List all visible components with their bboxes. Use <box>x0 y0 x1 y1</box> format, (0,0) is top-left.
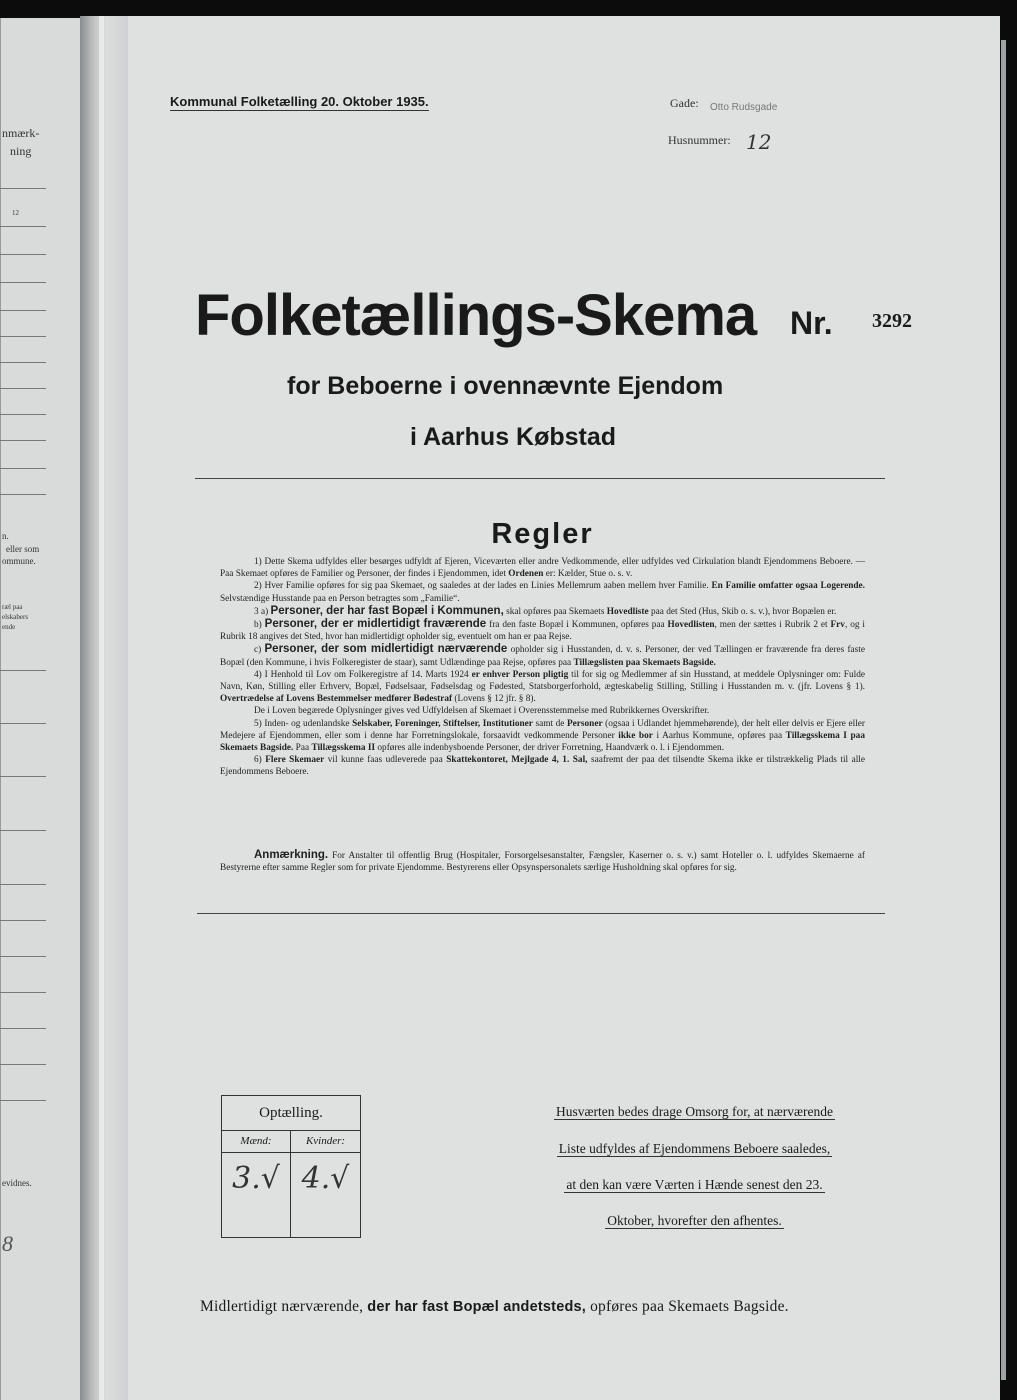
rule-6: 6) Flere Skemaer vil kunne faas udleverede paa Skattekontoret, Mejlgade 4, 1. Sal, saafremt der paa det tilsendte Skema ikke er tilstrækkelig Plads til alle Ejendommens Beboere. <box>220 755 865 778</box>
margin-rule <box>0 414 46 415</box>
street-value: Otto Rudsgade <box>710 102 778 113</box>
margin-rule <box>0 1100 46 1101</box>
margin-rule <box>0 388 46 389</box>
margin-text: eller som <box>6 544 40 554</box>
margin-rule <box>0 362 46 363</box>
census-header-title: Kommunal Folketælling 20. Oktober 1935. <box>170 94 429 109</box>
rule-2: 2) Hver Familie opføres for sig paa Skemaet, og saaledes at der lades en Linies Mellemrum aaben mellem hver Familie. En Familie omfatter ogsaa Logerende. Selvstændige Husstande paa en Person betragtes som „Familie“. <box>220 581 865 604</box>
margin-text: 12 <box>12 209 19 217</box>
instruction-line-2: Liste udfyldes af Ejendommens Beboere saaledes, <box>558 1141 831 1156</box>
remark-text: Anmærkning. For Anstalter til offentlig Brug (Hospitaler, Forsorgelsesanstalter, Fængsler, Kaserner o. s. v.) samt Hoteller o. l. udfyldes Skemaerne af Bestyrerne efter samme Regler som for private Ejendomme. Bestyrerens eller Opsynspersonalets særlige Husholdning skal opføres for sig. <box>220 849 865 874</box>
rules-heading: Regler <box>491 518 594 550</box>
count-box-title: Optælling. <box>222 1096 360 1131</box>
women-label: Kvinder: <box>291 1130 360 1153</box>
margin-text: elskabers <box>2 613 29 621</box>
rule-3b: b) Personer, der er midlertidigt fraværende fra den faste Bopæl i Kommunen, opføres paa Hovedlisten, men der sættes i Rubrik 2 et Frv, og i Rubrik 18 angives det Sted, hvor han midlertidigt opholder sig, eventuelt om han er paa Rejse. <box>220 618 865 643</box>
house-number-value: 12 <box>746 130 772 154</box>
margin-text: ræl paa <box>2 603 23 611</box>
men-column <box>222 1130 291 1237</box>
gutter-highlight <box>99 16 104 1400</box>
margin-rule <box>0 310 46 311</box>
remark-divider <box>197 913 885 914</box>
margin-text: ende <box>2 623 16 631</box>
men-label: Mænd: <box>222 1130 290 1153</box>
margin-text: ommune. <box>2 556 36 566</box>
right-page-edge <box>1000 0 1017 1400</box>
rules-text <box>220 556 865 779</box>
margin-rule <box>0 336 46 337</box>
margin-rule <box>0 992 46 993</box>
margin-rule <box>0 884 46 885</box>
margin-rule <box>0 920 46 921</box>
form-location: i Aarhus Købstad <box>410 423 617 451</box>
title-divider <box>195 478 885 479</box>
street-label: Gade: <box>670 96 699 110</box>
margin-rule <box>0 830 46 831</box>
form-subtitle: for Beboerne i ovennævnte Ejendom <box>287 372 724 400</box>
count-box <box>221 1095 361 1238</box>
house-number-label: Husnummer: <box>668 133 731 147</box>
rule-1: 1) Dette Skema udfyldes eller besørges udfyldt af Ejeren, Viceværten eller andre Vedkommende, eller udfyldes ved Cirkulation blandt Ejendommens Beboere. — Paa Skemaet opføres de Familier og Personer, der findes i Ejendommen, idet Ordenen er: Kælder, Stue o. s. v. <box>220 557 865 580</box>
margin-rule <box>0 468 46 469</box>
margin-rule <box>0 1028 46 1029</box>
women-count: 4.√ <box>301 1161 350 1196</box>
left-page-fragment <box>0 18 80 1400</box>
rule-5: 5) Inden- og udenlandske Selskaber, Foreninger, Stiftelser, Institutioner samt de Personer (ogsaa i Udlandet hjemmehørende), der helt eller delvis er Ejere eller Medejere af Ejendommen, eller som i denne har Forretningslokale, forsaavidt vedkommende Personer ikke bor i Aarhus Kommune, opføres paa Tillægsskema I paa Skemaets Bagside. Paa Tillægsskema II opføres alle indenbysboende Personer, der driver Forretning, Haandværk o. l. i Ejendommen. <box>220 718 866 754</box>
margin-rule <box>0 188 46 189</box>
margin-rule <box>0 670 46 671</box>
margin-rule <box>0 440 46 441</box>
margin-rule <box>0 494 46 495</box>
rule-4: 4) I Henhold til Lov om Folkeregistre af 14. Marts 1924 er enhver Person pligtig til for sig og Medlemmer af sin Husstand, at meddele Oplysninger om: Fulde Navn, Køn, Stilling eller Erhverv, Bopæl, Fødselsaar, Fødselsdag og Fødested, Statsborgerforhold, ægteskabelig Stilling, Stilling i Husstanden m. v. (jfr. Lovens § 1). Overtrædelse af Lovens Bestemmelser medfører Bødestraf (Lovens § 12 jfr. § 8). <box>220 669 865 705</box>
remark-section <box>220 849 865 874</box>
margin-text: ning <box>10 144 32 158</box>
instruction-line-1: Husværten bedes drage Omsorg for, at nærværende <box>555 1104 834 1119</box>
remark-label: Anmærkning. <box>254 849 329 861</box>
book-gutter <box>80 16 128 1400</box>
form-number-value: 3292 <box>872 310 912 332</box>
page-edge-strip <box>1001 40 1006 1380</box>
margin-rule <box>0 226 46 227</box>
margin-text: n. <box>2 531 9 541</box>
footer-note: Midlertidigt nærværende, der har fast Bopæl andetsteds, opføres paa Skemaets Bagside. <box>200 1298 789 1315</box>
margin-rule <box>0 1064 46 1065</box>
instruction-line-3: at den kan være Værten i Hænde senest den 23. <box>566 1177 823 1192</box>
margin-rule <box>0 723 46 724</box>
instruction-line-4: Oktober, hvorefter den afhentes. <box>607 1213 782 1228</box>
margin-text: 8 <box>2 1231 13 1256</box>
margin-rule <box>0 956 46 957</box>
form-title: Folketællings-Skema <box>195 283 757 348</box>
women-column <box>291 1130 360 1237</box>
men-count: 3.√ <box>232 1161 280 1196</box>
margin-text: nmærk- <box>2 126 40 140</box>
rule-3c: c) Personer, der som midlertidigt nærværende opholder sig i Husstanden, d. v. s. Personer, der ved Tællingen er fraværende fra deres faste Bopæl (den Kommune, i hvis Folkeregister de staar), samt Udlændinge paa Rejse, opføres paa Tillægslisten paa Skemaets Bagside. <box>220 643 866 668</box>
margin-rule <box>0 254 46 255</box>
margin-text: evidnes. <box>2 1178 32 1188</box>
margin-rule <box>0 776 46 777</box>
rule-4-continued: De i Loven begærede Oplysninger gives ved Udfyldelsen af Skemaet i Overensstemmelse med Rubrikkernes Overskrifter. <box>254 706 710 717</box>
form-number-label: Nr. <box>790 305 833 341</box>
margin-rule <box>0 282 46 283</box>
rule-3a: 3 a) Personer, der har fast Bopæl i Kommunen, skal opføres paa Skemaets Hovedliste paa det Sted (Hus, Skib o. s. v.), hvor Bopælen er. <box>254 604 837 617</box>
